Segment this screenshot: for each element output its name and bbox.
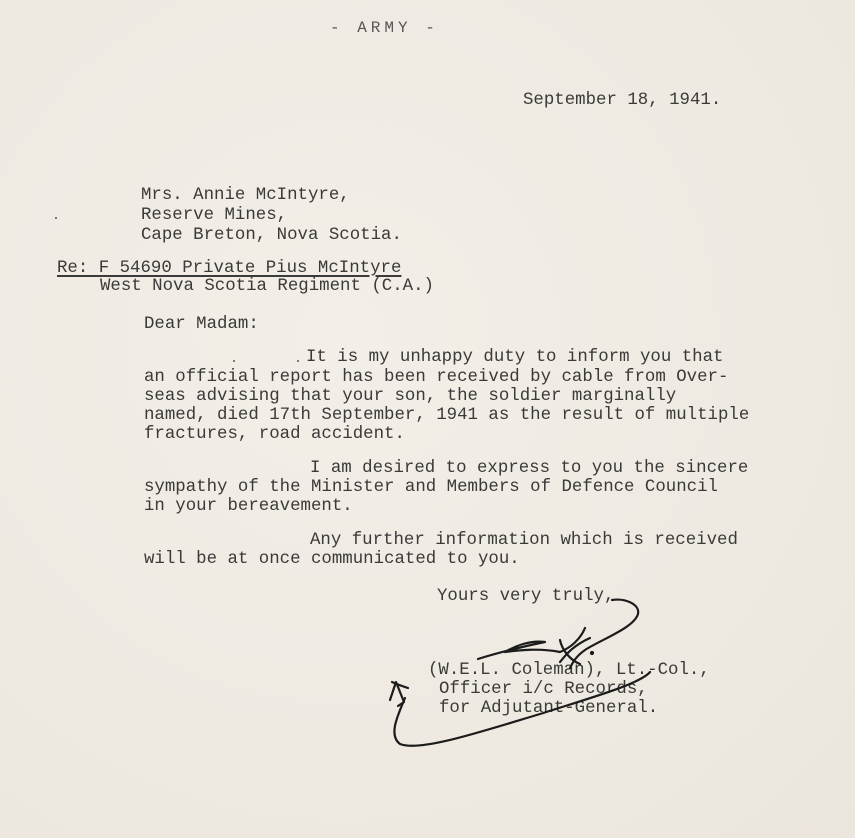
letterhead: - ARMY - xyxy=(330,19,439,37)
paragraph-line: sympathy of the Minister and Members of Defence Council xyxy=(144,478,718,497)
paragraph-line: named, died 17th September, 1941 as the result of multiple xyxy=(144,406,750,425)
recipient-address-line1: Reserve Mines, xyxy=(141,206,288,225)
recipient-address-line2: Cape Breton, Nova Scotia. xyxy=(141,226,402,245)
paragraph-line: Any further information which is received xyxy=(310,531,738,550)
signatory-for: for Adjutant-General. xyxy=(439,699,659,718)
paragraph-line: fractures, road accident. xyxy=(144,425,405,444)
recipient-name: Mrs. Annie McIntyre, xyxy=(141,186,350,205)
paragraph-line: in your bereavement. xyxy=(144,497,353,516)
letter-date: September 18, 1941. xyxy=(523,91,722,110)
subject-regiment: West Nova Scotia Regiment (C.A.) xyxy=(100,277,434,296)
subject-line: Re: F 54690 Private Pius McIntyre xyxy=(57,259,402,278)
paragraph-line: seas advising that your son, the soldier marginally xyxy=(144,387,677,406)
paragraph-line: an official report has been received by cable from Over- xyxy=(144,368,729,387)
paragraph-line: will be at once communicated to you. xyxy=(144,550,520,569)
paragraph-line: I am desired to express to you the sincere xyxy=(310,459,749,478)
paragraph-line: It is my unhappy duty to inform you that xyxy=(306,348,724,367)
ink-speck xyxy=(55,217,57,219)
signatory-title: Officer i/c Records, xyxy=(439,680,648,699)
ink-speck xyxy=(233,360,235,362)
ink-speck xyxy=(297,360,299,362)
closing: Yours very truly, xyxy=(437,587,615,606)
signatory-name: (W.E.L. Coleman), Lt.-Col., xyxy=(428,661,710,680)
salutation: Dear Madam: xyxy=(144,315,259,334)
